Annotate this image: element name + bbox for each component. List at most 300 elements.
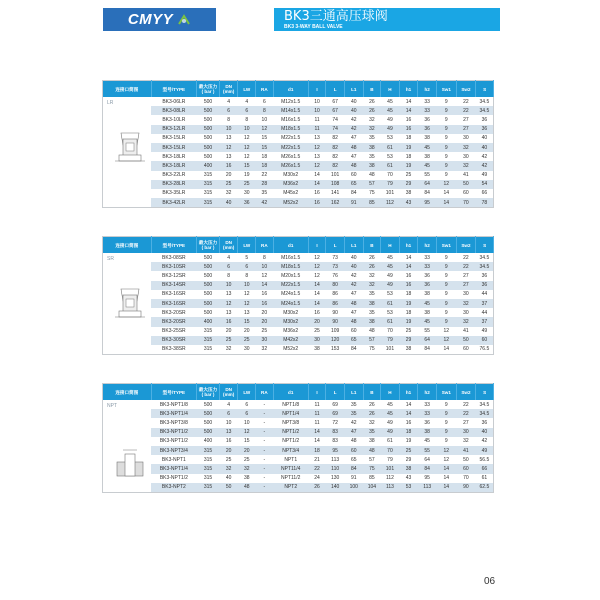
- cell-dn: 6: [219, 262, 238, 271]
- cell-l: 90: [332, 309, 338, 316]
- column-header-sw2: Sw2: [456, 237, 476, 254]
- cell-h2: 64: [418, 180, 437, 189]
- connection-diagram: [103, 400, 152, 492]
- cell-ra: -: [256, 409, 274, 418]
- cell-b: 38: [369, 438, 375, 445]
- cell-h2: 38: [424, 309, 430, 316]
- cell-pressure: 315: [203, 190, 213, 197]
- cell-lw: 10: [238, 281, 256, 290]
- cell-h2: 113: [418, 483, 437, 493]
- column-header-l1: L1: [344, 81, 363, 98]
- cell-b: 32: [369, 419, 375, 426]
- cell-sw2: 27: [463, 272, 469, 279]
- cell-sw1: 12: [436, 446, 456, 455]
- cell-i: 14: [314, 291, 320, 298]
- diagram-label: SR: [107, 256, 114, 262]
- cell-h: 61: [381, 299, 400, 308]
- cell-b: 26: [369, 98, 375, 105]
- table-row: [103, 180, 494, 189]
- cell-i: 12: [308, 143, 326, 152]
- cell-s: 60: [476, 336, 494, 345]
- cell-pressure: 315: [203, 475, 213, 482]
- table-row: [103, 171, 494, 180]
- table-row: [103, 161, 494, 170]
- cell-i: 11: [314, 116, 320, 123]
- table-row: [103, 483, 494, 493]
- cell-b: 85: [369, 475, 375, 482]
- cell-d1: M26x1.5: [281, 153, 301, 160]
- cell-b: 35: [369, 291, 375, 298]
- cell-l: 82: [332, 135, 338, 142]
- cell-type: BK3-NPT1/2: [159, 475, 188, 482]
- cell-d1: M26x1.5: [273, 161, 308, 170]
- cell-b: 57: [363, 180, 381, 189]
- table-row: [103, 262, 494, 271]
- cell-sw1: 14: [436, 198, 456, 208]
- cell-d1: M52x2: [273, 198, 308, 208]
- cell-h1: 19: [399, 317, 418, 326]
- cell-type: BK3-NPT2: [151, 483, 197, 493]
- column-header-h1: h1: [399, 237, 418, 254]
- cell-d1: NPT3/8: [282, 419, 300, 426]
- cell-dn: 16: [219, 161, 238, 170]
- cell-h2: 64: [424, 456, 430, 463]
- cell-sw2: 27: [456, 125, 476, 134]
- column-header-s: S: [476, 81, 494, 98]
- cell-dn: 4: [227, 254, 231, 261]
- cell-h: 70: [387, 172, 393, 179]
- cell-d1: M18x1.5: [273, 262, 308, 271]
- table-row: [103, 299, 494, 308]
- cell-dn: 32: [225, 346, 232, 353]
- column-header-d1: d1: [273, 81, 308, 98]
- cell-h: 101: [385, 190, 395, 197]
- cell-l1: 40: [344, 106, 363, 115]
- column-header-i: I: [308, 81, 326, 98]
- table-row: [103, 464, 494, 473]
- cell-l: 82: [326, 161, 345, 170]
- page-title: BK3三通高压球阀: [284, 9, 388, 24]
- cell-i: 14: [308, 428, 326, 437]
- cell-pressure: 315: [197, 198, 220, 208]
- column-header-l1: L1: [344, 384, 363, 401]
- cell-d1: M22x1.5: [273, 281, 308, 290]
- cell-pressure: 500: [203, 153, 213, 160]
- cell-lw: 12: [238, 143, 256, 152]
- cell-s: 40: [476, 143, 494, 152]
- cell-i: 11: [308, 409, 326, 418]
- cell-type: BK3-20SR: [162, 309, 186, 316]
- cell-l1: 48: [344, 161, 363, 170]
- cell-s: 34.5: [476, 409, 494, 418]
- column-header-type: 型号/TYPE: [151, 81, 197, 98]
- cell-s: 54: [476, 180, 494, 189]
- cell-b: 48: [369, 172, 375, 179]
- cell-l: 153: [330, 346, 340, 353]
- cell-h: 101: [381, 464, 400, 473]
- table-row: [103, 446, 494, 455]
- cell-type: BK3-15LR: [151, 143, 197, 152]
- cell-l1: 40: [344, 262, 363, 271]
- cell-b: 85: [363, 198, 381, 208]
- cell-pressure: 500: [203, 116, 213, 123]
- column-header-ra: RA: [256, 384, 274, 401]
- cell-ra: -: [256, 446, 274, 455]
- cell-sw2: 22: [463, 98, 469, 105]
- cell-h: 45: [381, 409, 400, 418]
- cell-b: 48: [363, 446, 381, 455]
- column-header-pressure: 最大压力 ( bar ): [197, 237, 220, 254]
- cell-h2: 84: [424, 346, 430, 353]
- table-row: [103, 115, 494, 124]
- cell-b: 32: [369, 272, 375, 279]
- cell-h: 45: [381, 262, 400, 271]
- cell-i: 38: [314, 346, 320, 353]
- cell-sw2: 60: [463, 190, 469, 197]
- cell-d1: NPT1/2: [273, 428, 308, 437]
- column-header-l: L: [326, 81, 345, 98]
- cell-h1: 38: [405, 190, 412, 197]
- cell-l1: 60: [350, 172, 357, 179]
- column-header-ra: RA: [256, 237, 274, 254]
- cell-ra: 8: [262, 254, 266, 261]
- cell-ra: 18: [261, 153, 268, 160]
- cell-type: BK3-NPT1/2: [159, 438, 188, 445]
- cell-l1: 65: [350, 456, 357, 463]
- cell-h1: 14: [405, 254, 412, 261]
- cell-ra: -: [263, 475, 266, 482]
- cell-h1: 38: [405, 346, 412, 353]
- cell-pressure: 500: [203, 291, 213, 298]
- cell-lw: 12: [243, 291, 250, 298]
- cell-d1: M16x1.5: [281, 254, 301, 261]
- cell-s: 37: [476, 317, 494, 326]
- column-header-i: I: [308, 384, 326, 401]
- cell-d1: NPT1/8: [282, 401, 300, 408]
- cell-i: 24: [314, 475, 320, 482]
- cell-l1: 35: [350, 401, 357, 408]
- cell-s: 42: [481, 153, 488, 160]
- cell-s: 66: [476, 464, 494, 473]
- cell-sw1: 9: [436, 161, 456, 170]
- cell-d1: M30x2: [283, 309, 299, 316]
- cell-b: 35: [369, 309, 375, 316]
- cell-dn: 25: [219, 180, 238, 189]
- column-header-h2: h2: [418, 384, 437, 401]
- cell-dn: 32: [225, 190, 232, 197]
- cell-h2: 84: [424, 190, 430, 197]
- cell-h1: 25: [405, 172, 412, 179]
- cell-i: 12: [314, 254, 320, 261]
- column-header-sw1: Sw1: [436, 237, 456, 254]
- cell-b: 26: [369, 401, 375, 408]
- cell-sw2: 70: [456, 198, 476, 208]
- cell-dn: 16: [225, 438, 232, 445]
- cell-b: 104: [363, 483, 381, 493]
- cell-pressure: 315: [203, 346, 213, 353]
- table-row: [103, 308, 494, 317]
- cell-s: 66: [481, 190, 488, 197]
- cell-b: 57: [369, 456, 375, 463]
- cell-h: 49: [381, 125, 400, 134]
- cell-l: 120: [326, 336, 345, 345]
- column-header-lw: LW: [238, 384, 256, 401]
- page-title-bar: [274, 8, 500, 31]
- cell-ra: -: [256, 464, 274, 473]
- cell-i: 30: [308, 336, 326, 345]
- cell-lw: 30: [243, 346, 250, 353]
- cell-h1: 43: [399, 198, 418, 208]
- cell-h1: 38: [399, 464, 418, 473]
- cell-sw1: 14: [436, 464, 456, 473]
- cell-ra: 6: [262, 98, 266, 105]
- cell-l: 109: [330, 328, 340, 335]
- cell-l: 82: [326, 143, 345, 152]
- cell-ra: 20: [261, 309, 268, 316]
- cell-sw1: 9: [444, 272, 448, 279]
- cell-l: 130: [330, 475, 340, 482]
- cell-b: 32: [369, 116, 375, 123]
- cell-h: 70: [387, 328, 393, 335]
- cell-l: 73: [332, 254, 338, 261]
- column-header-h1: h1: [399, 81, 418, 98]
- cell-b: 75: [369, 346, 375, 353]
- cell-lw: 30: [243, 190, 250, 197]
- cell-l: 90: [326, 317, 345, 326]
- cell-h: 45: [381, 106, 400, 115]
- cell-l1: 42: [344, 125, 363, 134]
- cell-pressure: 400: [197, 161, 220, 170]
- cell-i: 14: [308, 299, 326, 308]
- cell-d1: NPT1/4: [273, 409, 308, 418]
- cell-h1: 14: [399, 409, 418, 418]
- table-row: [103, 409, 494, 418]
- column-header-lw: LW: [238, 81, 256, 98]
- cell-type: BK3-NPT1: [161, 456, 186, 463]
- cell-b: 32: [363, 281, 381, 290]
- cell-l1: 47: [350, 309, 357, 316]
- cell-s: 42: [481, 438, 488, 445]
- cell-dn: 40: [219, 198, 238, 208]
- table-row: [103, 474, 494, 483]
- table-row: [103, 125, 494, 134]
- cell-type: BK3-08SR: [162, 254, 186, 261]
- cell-dn: 25: [219, 336, 238, 345]
- cell-l: 86: [326, 299, 345, 308]
- cell-h: 101: [385, 346, 395, 353]
- cell-s: 34.5: [476, 106, 494, 115]
- page-subtitle: BK3 3-WAY BALL VALVE: [284, 24, 343, 30]
- table-row: [103, 189, 494, 198]
- cell-i: 13: [314, 153, 320, 160]
- cell-sw1: 9: [444, 172, 448, 179]
- cell-h: 49: [387, 116, 393, 123]
- cell-ra: 15: [261, 135, 268, 142]
- cell-sw1: 14: [443, 190, 450, 197]
- cell-d1: M18x1.5: [273, 125, 308, 134]
- cell-ra: 25: [261, 328, 268, 335]
- cell-h1: 25: [399, 446, 418, 455]
- column-header-s: S: [476, 384, 494, 401]
- cell-sw1: 9: [436, 409, 456, 418]
- cell-h: 49: [387, 272, 393, 279]
- cell-sw1: 9: [444, 116, 448, 123]
- cell-l1: 60: [344, 446, 363, 455]
- cell-h: 113: [381, 483, 400, 493]
- cell-type: BK3-06LR: [162, 98, 186, 105]
- cell-s: 49: [481, 328, 488, 335]
- cell-sw2: 60: [456, 464, 476, 473]
- cell-l1: 40: [350, 254, 357, 261]
- cell-dn: 13: [225, 291, 232, 298]
- cell-s: 49: [481, 172, 488, 179]
- cell-d1: M22x1.5: [273, 143, 308, 152]
- cell-s: 36: [481, 272, 488, 279]
- cell-dn: 13: [225, 135, 232, 142]
- cell-sw1: 9: [436, 317, 456, 326]
- cell-dn: 10: [219, 125, 238, 134]
- cell-l: 95: [326, 446, 345, 455]
- cell-type: BK3-12LR: [151, 125, 197, 134]
- cell-s: 44: [481, 309, 488, 316]
- cell-d1: M30x2: [283, 172, 299, 179]
- cell-sw1: 9: [444, 419, 448, 426]
- cell-d1: M45x2: [283, 190, 299, 197]
- column-header-type: 型号/TYPE: [151, 237, 197, 254]
- cell-l: 140: [326, 483, 345, 493]
- cell-h1: 16: [399, 125, 418, 134]
- cell-l1: 91: [350, 475, 357, 482]
- cell-type: BK3-NPT1/4: [151, 464, 197, 473]
- cell-lw: 15: [238, 317, 256, 326]
- cell-sw1: 9: [444, 291, 448, 298]
- cell-l: 86: [332, 291, 338, 298]
- cell-h1: 14: [405, 98, 412, 105]
- cell-ra: 16: [256, 299, 274, 308]
- cell-type: BK3-NPT1/4: [151, 409, 197, 418]
- cell-b: 38: [363, 299, 381, 308]
- cell-l: 162: [326, 198, 345, 208]
- cell-ra: 14: [256, 281, 274, 290]
- cell-l1: 48: [344, 317, 363, 326]
- cell-dn: 8: [227, 272, 231, 279]
- cell-h1: 29: [399, 336, 418, 345]
- cell-h1: 14: [399, 106, 418, 115]
- table-row: [103, 345, 494, 355]
- cell-l: 83: [332, 438, 338, 445]
- column-header-d1: d1: [273, 384, 308, 401]
- cell-ra: -: [263, 419, 266, 426]
- cell-l1: 65: [344, 180, 363, 189]
- cell-h1: 43: [405, 475, 412, 482]
- cell-sw1: 9: [436, 143, 456, 152]
- cell-h1: 18: [405, 309, 412, 316]
- column-header-h2: h2: [418, 237, 437, 254]
- cell-h2: 38: [418, 428, 437, 437]
- cell-i: 10: [314, 98, 320, 105]
- cell-pressure: 315: [203, 456, 213, 463]
- cell-d1: M16x1.5: [281, 116, 301, 123]
- cell-i: 14: [308, 281, 326, 290]
- cell-ra: 30: [256, 336, 274, 345]
- cell-l: 80: [326, 281, 345, 290]
- cell-ra: 18: [256, 161, 274, 170]
- cell-ra: -: [263, 438, 266, 445]
- cell-sw1: 9: [444, 254, 448, 261]
- cell-h1: 25: [405, 328, 412, 335]
- cell-l: 83: [326, 428, 345, 437]
- cell-l: 141: [330, 190, 340, 197]
- cell-dn: 13: [219, 428, 238, 437]
- column-header-lw: LW: [238, 237, 256, 254]
- cell-ra: 22: [261, 172, 268, 179]
- cell-lw: 20: [238, 446, 256, 455]
- cell-pressure: 400: [203, 438, 213, 445]
- cell-sw2: 27: [463, 419, 469, 426]
- table-row: [103, 152, 494, 161]
- cell-h2: 38: [424, 153, 430, 160]
- cell-sw2: 22: [456, 262, 476, 271]
- cell-pressure: 500: [197, 106, 220, 115]
- cell-sw2: 60: [463, 346, 469, 353]
- cell-s: 34.5: [476, 262, 494, 271]
- cell-i: 12: [308, 262, 326, 271]
- cell-type: BK3-18LR: [162, 153, 186, 160]
- cell-h: 112: [381, 198, 400, 208]
- cell-s: 37: [476, 299, 494, 308]
- cell-lw: 10: [238, 125, 256, 134]
- cell-sw2: 32: [456, 317, 476, 326]
- connection-diagram: [103, 97, 152, 208]
- cell-l1: 48: [344, 299, 363, 308]
- cell-s: 34.5: [479, 98, 490, 105]
- column-header-sw2: Sw2: [456, 384, 476, 401]
- cell-dn: 12: [219, 299, 238, 308]
- cell-dn: 4: [227, 98, 231, 105]
- cell-lw: 4: [245, 98, 249, 105]
- cell-l1: 91: [344, 198, 363, 208]
- cell-l: 101: [330, 172, 340, 179]
- cell-sw1: 9: [436, 125, 456, 134]
- cell-dn: 6: [219, 106, 238, 115]
- cell-pressure: 500: [197, 125, 220, 134]
- cell-pressure: 500: [203, 309, 213, 316]
- cell-dn: 50: [219, 483, 238, 493]
- cell-pressure: 500: [197, 428, 220, 437]
- column-header-b: B: [363, 237, 381, 254]
- cell-dn: 16: [219, 317, 238, 326]
- cell-type: BK3-42LR: [151, 198, 197, 208]
- cell-h1: 18: [399, 428, 418, 437]
- cell-h: 45: [387, 254, 393, 261]
- cell-l1: 35: [344, 409, 363, 418]
- cell-lw: 10: [243, 419, 250, 426]
- cell-d1: M20x1.5: [281, 272, 301, 279]
- cell-i: 20: [308, 317, 326, 326]
- cell-h1: 19: [405, 438, 412, 445]
- cell-s: 78: [476, 198, 494, 208]
- cell-d1: M14x1.5: [273, 106, 308, 115]
- cell-l1: 42: [344, 281, 363, 290]
- cell-lw: 5: [245, 254, 249, 261]
- cell-l: 74: [332, 116, 338, 123]
- column-header-i: I: [308, 237, 326, 254]
- cell-h2: 55: [418, 446, 437, 455]
- cell-pressure: 315: [197, 483, 220, 493]
- column-header-dn: DN (mm): [219, 384, 238, 401]
- cell-h: 70: [381, 446, 400, 455]
- cell-lw: 15: [238, 161, 256, 170]
